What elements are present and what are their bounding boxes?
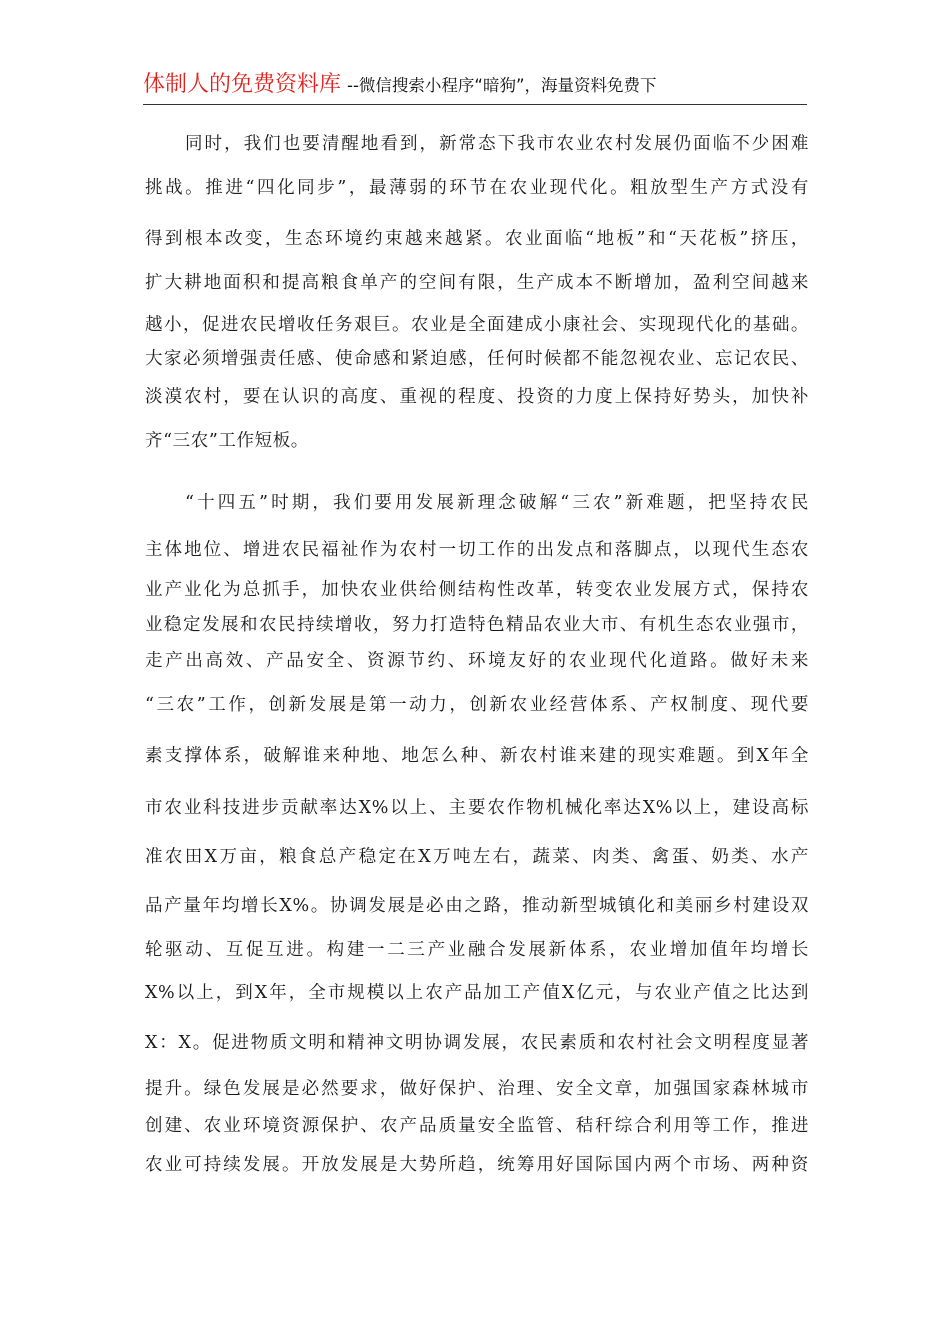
paragraph-1-line-7: 淡漠农村，要在认识的高度、重视的程度、投资的力度上保持好势头，加快补 [145,387,809,407]
paragraph-1-line-5: 越小，促进农民增收任务艰巨。农业是全面建成小康社会、实现现代化的基础。 [145,315,809,335]
paragraph-1-line-4: 扩大耕地面积和提高粮食单产的空间有限，生产成本不断增加，盈利空间越来 [145,273,809,293]
paragraph-2-line-8: 市农业科技进步贡献率达X%以上、主要农作物机械化率达X%以上，建设高标 [145,798,809,818]
paragraph-2-line-9: 准农田X万亩，粮食总产稳定在X万吨左右，蔬菜、肉类、禽蛋、奶类、水产 [145,847,809,867]
header-tagline: --微信搜索小程序“暗狗”，海量资料免费下 [347,76,657,95]
paragraph-2-line-14: 提升。绿色发展是必然要求，做好保护、治理、安全文章，加强国家森林城市 [145,1079,809,1099]
paragraph-1-line-3: 得到根本改变，生态环境约束越来越紧。农业面临“地板”和“天花板”挤压， [145,229,809,249]
paragraph-2-line-5: 走产出高效、产品安全、资源节约、环境友好的农业现代化道路。做好未来 [145,651,809,671]
paragraph-1-line-6: 大家必须增强责任感、使命感和紧迫感，任何时候都不能忽视农业、忘记农民、 [145,349,809,369]
paragraph-1-line-8: 齐“三农”工作短板。 [145,431,309,451]
paragraph-2-line-12: X%以上，到X年，全市规模以上农产品加工产值X亿元，与农业产值之比达到 [145,983,809,1003]
paragraph-2-line-6: “三农”工作，创新发展是第一动力，创新农业经营体系、产权制度、现代要 [145,695,809,715]
paragraph-2-line-7: 素支撑体系，破解谁来种地、地怎么种、新农村谁来建的现实难题。到X年全 [145,746,809,766]
paragraph-2-line-10: 品产量年均增长X%。协调发展是必由之路，推动新型城镇化和美丽乡村建设双 [145,896,809,916]
paragraph-2-line-11: 轮驱动、互促互进。构建一二三产业融合发展新体系，农业增加值年均增长 [145,940,809,960]
paragraph-2-line-13: X：X。促进物质文明和精神文明协调发展，农民素质和农村社会文明程度显著 [145,1033,809,1053]
paragraph-1-line-2: 挑战。推进“四化同步”，最薄弱的环节在农业现代化。粗放型生产方式没有 [145,178,809,198]
paragraph-2-line-3: 业产业化为总抓手，加快农业供给侧结构性改革，转变农业发展方式，保持农 [145,580,809,600]
paragraph-2-line-4: 业稳定发展和农民持续增收，努力打造特色精品农业大市、有机生态农业强市， [145,615,809,635]
paragraph-2-line-1: “十四五”时期，我们要用发展新理念破解“三农”新难题，把坚持农民 [185,493,809,513]
paragraph-1-line-1: 同时，我们也要清醒地看到，新常态下我市农业农村发展仍面临不少困难 [185,134,809,154]
paragraph-2-line-15: 创建、农业环境资源保护、农产品质量安全监管、秸秆综合利用等工作，推进 [145,1116,809,1136]
paragraph-2-line-2: 主体地位、增进农民福祉作为农村一切工作的出发点和落脚点，以现代生态农 [145,540,809,560]
page-header [143,68,807,105]
paragraph-2-line-16: 农业可持续发展。开放发展是大势所趋，统筹用好国际国内两个市场、两种资 [145,1155,809,1175]
header-brand: 体制人的免费资料库 [143,72,342,97]
